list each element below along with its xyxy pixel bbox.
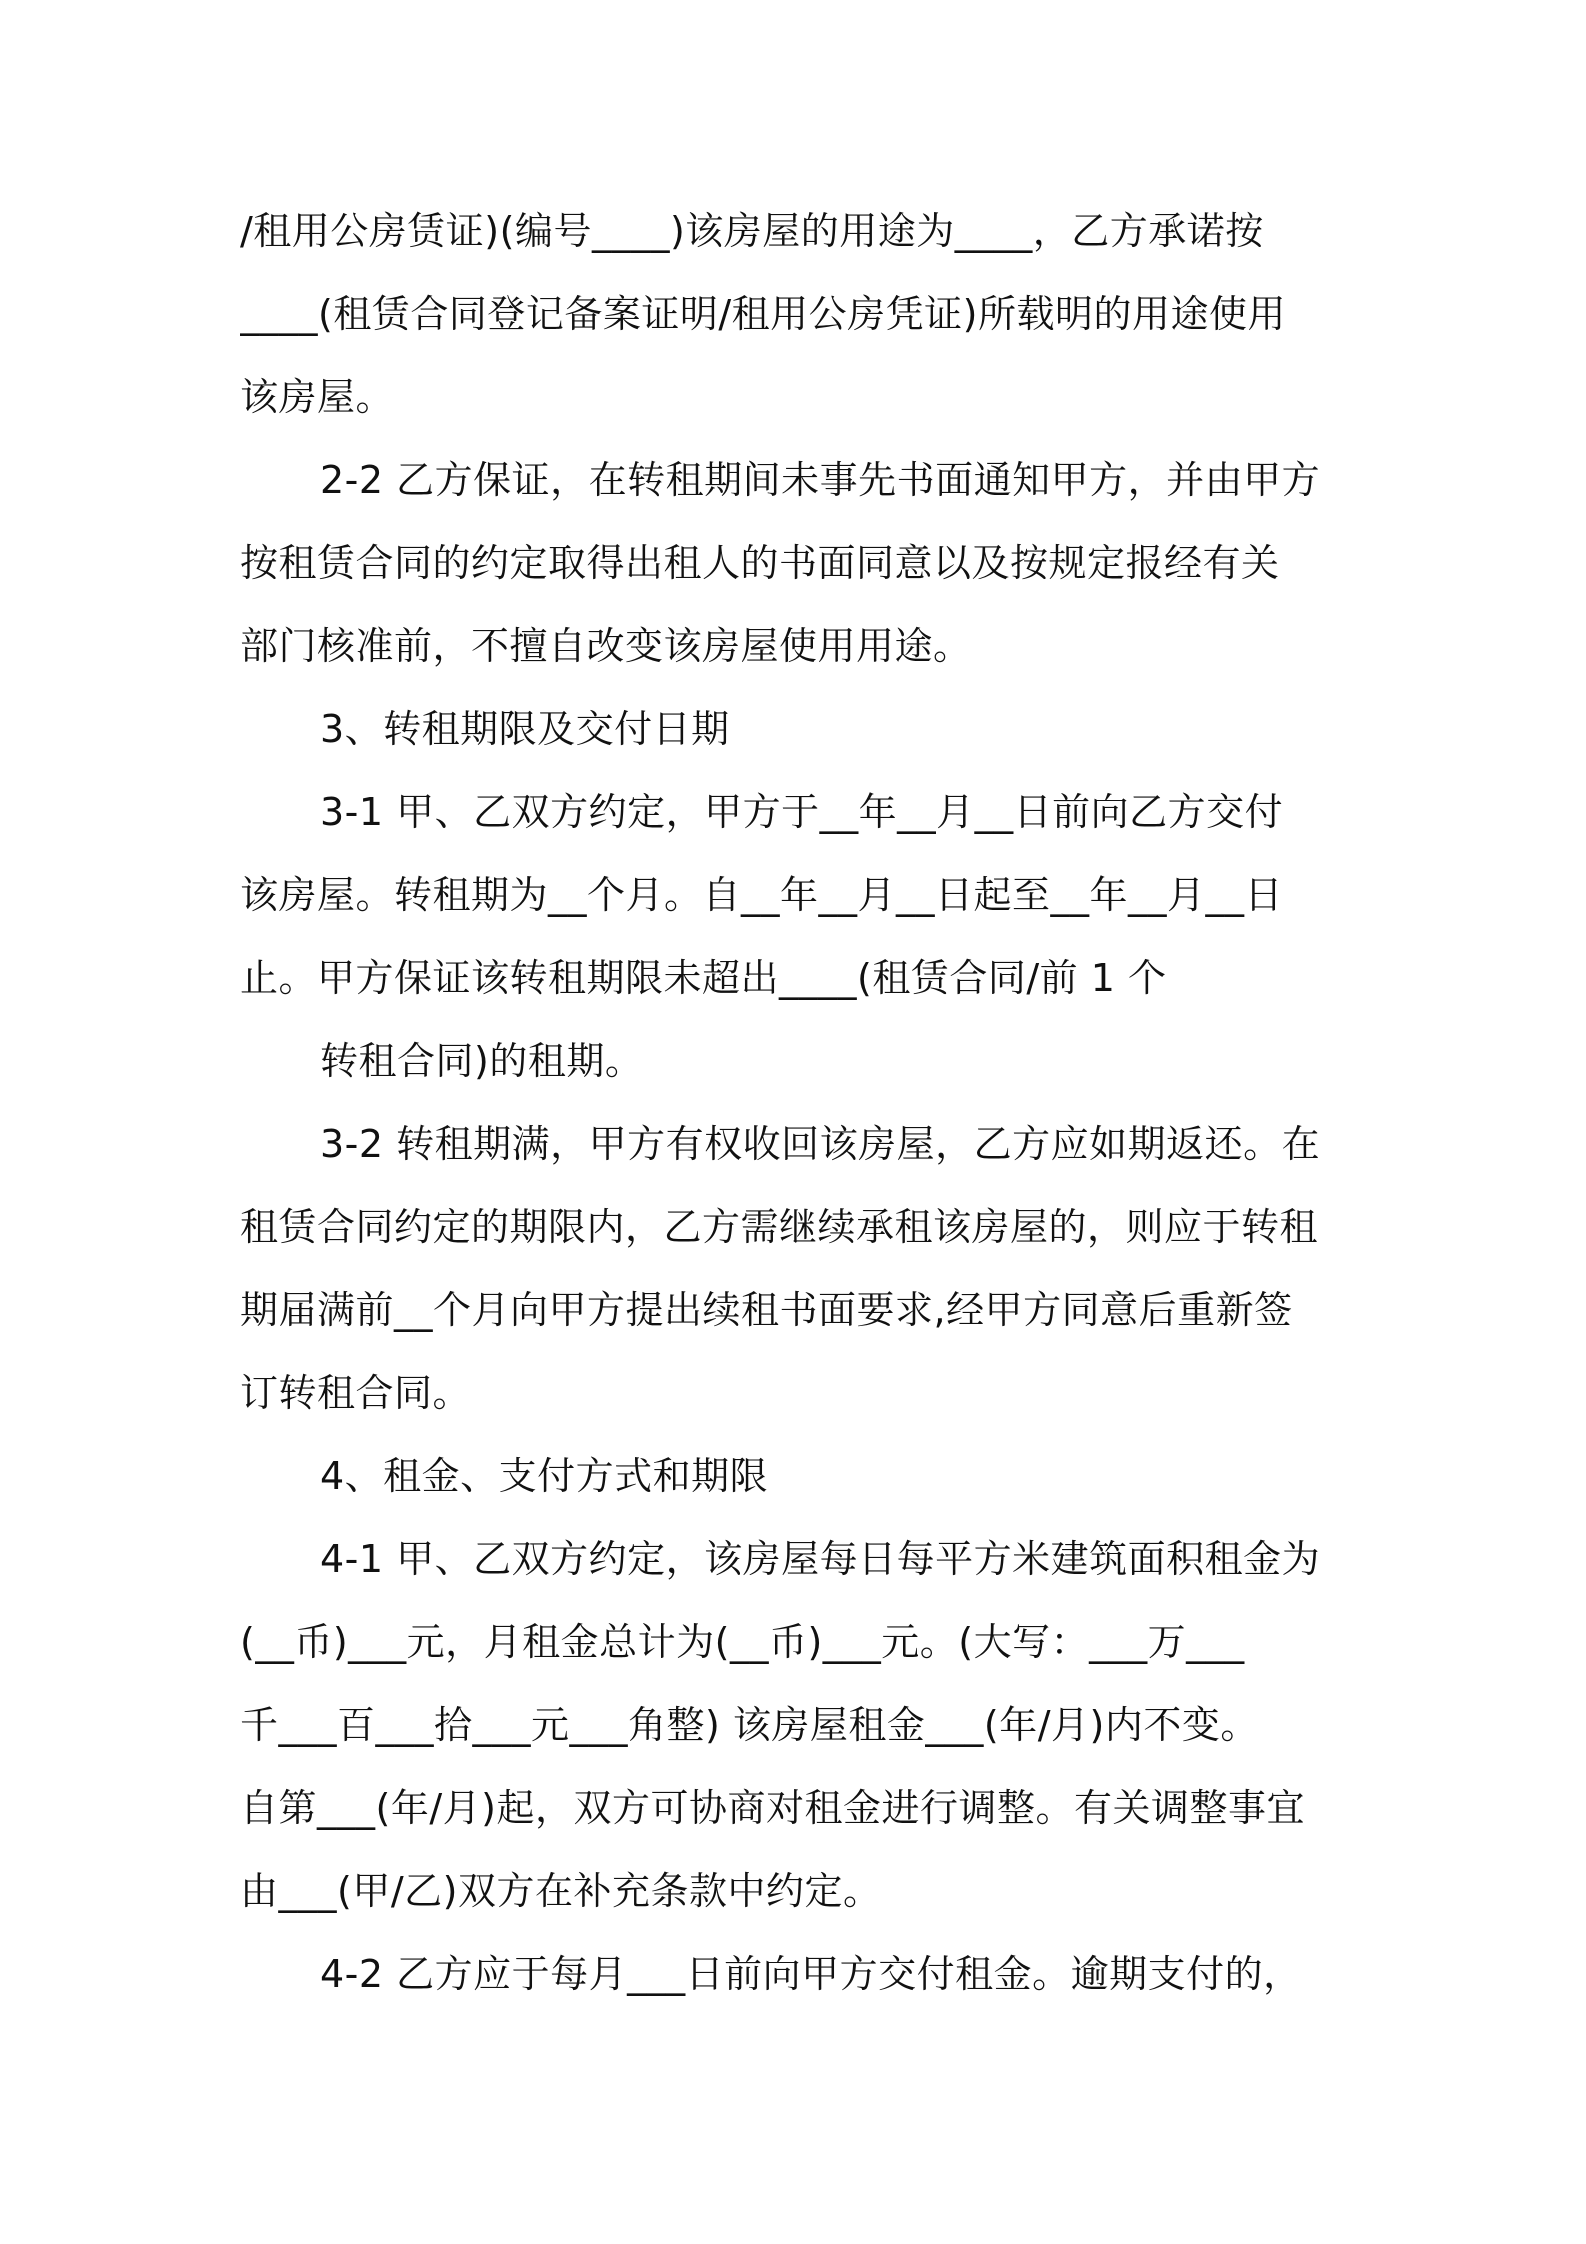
text-line: 该房屋。 [240, 375, 395, 419]
text-line: 自第___(年/月)起，双方可协商对租金进行调整。有关调整事宜 [240, 1786, 1305, 1830]
text-line: (__币)___元，月租金总计为(__币)___元。(大写：___万___ [240, 1620, 1245, 1664]
text-line: 订转租合同。 [240, 1371, 472, 1415]
text-line: 千___百___拾___元___角整) 该房屋租金___(年/月)内不变。 [240, 1703, 1259, 1747]
text-line: 由___(甲/乙)双方在补充条款中约定。 [240, 1869, 882, 1913]
text-line: 按租赁合同的约定取得出租人的书面同意以及按规定报经有关 [240, 541, 1280, 585]
text-line: 期届满前__个月向甲方提出续租书面要求,经甲方同意后重新签 [240, 1288, 1293, 1332]
text-line: 转租合同)的租期。 [320, 1039, 644, 1083]
text-line: 4-2 乙方应于每月___日前向甲方交付租金。逾期支付的， [320, 1952, 1302, 1996]
text-line: 3-1 甲、乙双方约定，甲方于__年__月__日前向乙方交付 [320, 790, 1284, 834]
section-heading: 3、转租期限及交付日期 [320, 707, 730, 751]
text-line: 该房屋。转租期为__个月。自__年__月__日起至__年__月__日 [240, 873, 1284, 917]
text-line: 4-1 甲、乙双方约定，该房屋每日每平方米建筑面积租金为 [320, 1537, 1321, 1581]
text-line: 2-2 乙方保证，在转租期间未事先书面通知甲方，并由甲方 [320, 458, 1321, 502]
section-heading: 4、租金、支付方式和期限 [320, 1454, 769, 1498]
text-line: ____(租赁合同登记备案证明/租用公房凭证)所载明的用途使用 [240, 292, 1286, 336]
text-line: 3-2 转租期满，甲方有权收回该房屋，乙方应如期返还。在 [320, 1122, 1321, 1166]
text-line: 租赁合同约定的期限内，乙方需继续承租该房屋的，则应于转租 [240, 1205, 1319, 1249]
text-line: 部门核准前，不擅自改变该房屋使用用途。 [240, 624, 972, 668]
text-line: /租用公房赁证)(编号____)该房屋的用途为____，乙方承诺按 [240, 209, 1264, 253]
text-line: 止。甲方保证该转租期限未超出____(租赁合同/前 1 个 [240, 956, 1167, 1000]
document-body [240, 190, 1360, 2016]
